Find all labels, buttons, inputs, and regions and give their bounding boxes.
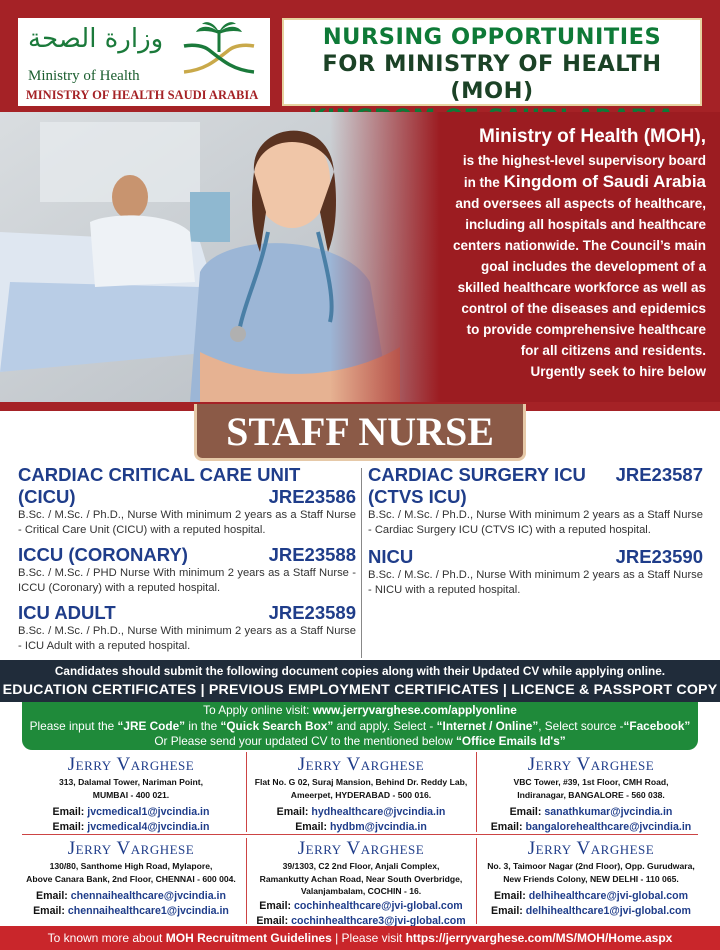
job-description: B.Sc. / M.Sc. / Ph.D., Nurse With minimum 2 years as a Staff Nurse - Critical Care Unit (CICU) with a reputed hospital. bbox=[18, 509, 356, 536]
office-address: 130/80, Santhome High Road, Mylapore, bbox=[49, 861, 213, 871]
intro-line-prefix: in the bbox=[463, 175, 504, 190]
office-email bbox=[478, 820, 704, 835]
office-brand: Jerry Varghese bbox=[297, 754, 425, 775]
moh-english-name: Ministry of Health bbox=[28, 68, 140, 84]
job-description: B.Sc. / M.Sc. / Ph.D., Nurse With minimum 2 years as a Staff Nurse - ICU Adult with a reputed hospital. bbox=[18, 625, 356, 652]
job-iccu bbox=[18, 544, 356, 596]
office-address: 313, Dalamal Tower, Nariman Point, bbox=[58, 777, 204, 787]
job-title-line bbox=[368, 546, 703, 568]
headline-line-1: NURSING OPPORTUNITIES bbox=[322, 24, 662, 50]
office-address: VBC Tower, #39, 1st Floor, CMH Road, bbox=[513, 777, 669, 787]
email-label: Email: bbox=[52, 821, 88, 833]
email-link[interactable]: cochinhealthcare@jvi-global.com bbox=[294, 899, 463, 912]
office-address: New Friends Colony, NEW DELHI - 110 065. bbox=[503, 873, 679, 884]
apply-visit-label: To Apply online visit: bbox=[203, 703, 313, 717]
email-link[interactable]: sanathkumar@jvcindia.in bbox=[544, 806, 673, 818]
jobs-left-column bbox=[18, 464, 356, 660]
office-address: Indiranagar, BANGALORE - 560 038. bbox=[517, 789, 665, 800]
email-link[interactable]: chennaihealthcare@jvcindia.in bbox=[70, 890, 226, 902]
apply-emph: “Internet / Online” bbox=[436, 718, 539, 733]
office-address: Ramankutty Achan Road, Near South Overbridge, bbox=[259, 873, 463, 884]
apply-instructions bbox=[22, 702, 698, 750]
office-email bbox=[248, 899, 474, 914]
apply-line-1 bbox=[22, 703, 698, 719]
office-brand: Jerry Varghese bbox=[297, 838, 425, 859]
email-label: Email: bbox=[490, 821, 526, 833]
office-address: Flat No. G 02, Suraj Mansion, Behind Dr. Reddy Lab, bbox=[254, 777, 468, 787]
office-brand: Jerry Varghese bbox=[67, 838, 195, 859]
job-title: ICU ADULT bbox=[18, 602, 116, 623]
offices-grid bbox=[0, 752, 720, 926]
footer-text: To known more about bbox=[47, 931, 166, 945]
job-code: JRE23588 bbox=[268, 544, 356, 565]
office-brand: Jerry Varghese bbox=[527, 838, 655, 859]
office-email bbox=[18, 889, 244, 904]
office-address: Ameerpet, HYDERABAD - 500 016. bbox=[290, 789, 432, 800]
office-hyderabad bbox=[248, 754, 474, 835]
email-label: Email: bbox=[491, 905, 526, 917]
apply-emph: “Quick Search Box” bbox=[220, 718, 334, 733]
office-brand: Jerry Varghese bbox=[527, 754, 655, 775]
office-email bbox=[478, 889, 704, 904]
email-link[interactable]: cochinhealthcare3@jvi-global.com bbox=[291, 914, 466, 927]
job-title: CARDIAC SURGERY ICU bbox=[368, 464, 586, 485]
office-chennai bbox=[18, 838, 244, 919]
email-link[interactable]: chennaihealthcare1@jvcindia.in bbox=[67, 905, 229, 917]
footer-link[interactable]: https://jerryvarghese.com/MS/MOH/Home.aspx bbox=[405, 931, 673, 945]
column-divider bbox=[361, 468, 362, 658]
documents-band bbox=[0, 660, 720, 702]
job-title: CARDIAC CRITICAL CARE UNIT bbox=[18, 464, 301, 485]
email-label: Email: bbox=[259, 899, 295, 912]
job-nicu bbox=[368, 546, 703, 598]
job-subtitle: (CICU) bbox=[18, 486, 76, 507]
office-bangalore bbox=[478, 754, 704, 835]
email-label: Email: bbox=[295, 821, 330, 833]
apply-emph: “Office Emails Id's” bbox=[456, 734, 566, 748]
office-email bbox=[478, 805, 704, 820]
apply-text: Or Please send your updated CV to the mentioned below bbox=[154, 734, 456, 748]
email-label: Email: bbox=[276, 806, 312, 818]
email-link[interactable]: delhihealthcare1@jvi-global.com bbox=[525, 905, 691, 917]
office-address: No. 3, Taimoor Nagar (2nd Floor), Opp. Gurudwara, bbox=[487, 861, 695, 871]
email-link[interactable]: hydbm@jvcindia.in bbox=[329, 821, 427, 833]
job-title-line bbox=[18, 602, 356, 624]
office-address: Above Canara Bank, 2nd Floor, CHENNAI - 600 004. bbox=[26, 873, 236, 884]
arabic-title: وزارة الصحة bbox=[28, 24, 164, 54]
moh-ksa-name: MINISTRY OF HEALTH SAUDI ARABIA bbox=[26, 88, 259, 102]
office-email bbox=[478, 904, 704, 919]
hero-section bbox=[0, 112, 720, 402]
headline-line-2: FOR MINISTRY OF HEALTH (MOH) bbox=[322, 51, 662, 104]
moh-logo bbox=[18, 18, 270, 106]
email-link[interactable]: jvcmedical4@jvcindia.in bbox=[87, 821, 210, 833]
office-divider bbox=[246, 838, 247, 924]
office-delhi bbox=[478, 838, 704, 919]
apply-emph: “JRE Code” bbox=[117, 718, 186, 733]
footer-text: | Please visit bbox=[331, 931, 406, 945]
header-band bbox=[0, 0, 720, 112]
documents-list: EDUCATION CERTIFICATES | PREVIOUS EMPLOYMENT CERTIFICATES | LICENCE & PASSPORT COPY bbox=[2, 682, 718, 698]
email-link[interactable]: delhihealthcare@jvi-global.com bbox=[528, 890, 689, 902]
footer-band bbox=[0, 926, 720, 950]
intro-text bbox=[426, 124, 706, 382]
office-email bbox=[248, 805, 474, 820]
office-email bbox=[248, 820, 474, 835]
apply-line-3 bbox=[22, 734, 698, 750]
job-description: B.Sc. / M.Sc. / Ph.D., Nurse With minimum 2 years as a Staff Nurse - NICU with a reputed hospital. bbox=[368, 569, 703, 596]
apply-text: , Select source - bbox=[538, 718, 624, 733]
email-link[interactable]: jvcmedical1@jvcindia.in bbox=[87, 806, 210, 818]
intro-line: centers nationwide. The Council’s main bbox=[452, 238, 706, 253]
apply-line-2 bbox=[22, 719, 698, 735]
job-description: B.Sc. / M.Sc. / Ph.D., Nurse With minimum 2 years as a Staff Nurse - Cardiac Surgery ICU (CTVS IC) with a reputed hospital. bbox=[368, 509, 703, 536]
job-icu-adult bbox=[18, 602, 356, 654]
job-title-line bbox=[368, 464, 703, 486]
office-address: 39/1303, C2 2nd Floor, Anjali Complex, bbox=[282, 861, 440, 871]
email-label: Email: bbox=[33, 905, 68, 917]
nurse-photo bbox=[0, 112, 440, 402]
job-title-line bbox=[18, 486, 356, 508]
position-band bbox=[0, 402, 720, 462]
apply-text: in the bbox=[185, 718, 221, 733]
intro-line: including all hospitals and healthcare bbox=[465, 217, 706, 232]
job-description: B.Sc. / M.Sc. / PHD Nurse With minimum 2 years as a Staff Nurse - ICCU (Coronary) with a reputed hospital. bbox=[18, 567, 356, 594]
apply-text: Please input the bbox=[29, 718, 118, 733]
office-email bbox=[18, 805, 244, 820]
intro-line: control of the diseases and epidemics bbox=[461, 301, 706, 316]
intro-line: for all citizens and residents. bbox=[520, 343, 706, 358]
headline-box bbox=[282, 18, 702, 106]
job-ctvs-icu bbox=[368, 464, 703, 538]
apply-text: and apply. Select - bbox=[333, 718, 437, 733]
office-address: MUMBAI - 400 021. bbox=[92, 789, 170, 800]
intro-line: is the highest-level supervisory board bbox=[462, 153, 706, 168]
intro-line: goal includes the development of a bbox=[480, 259, 706, 274]
job-code: JRE23586 bbox=[268, 486, 356, 507]
intro-line: Urgently seek to hire below bbox=[530, 364, 706, 379]
footer-guidelines: MOH Recruitment Guidelines bbox=[165, 931, 332, 945]
job-code: JRE23590 bbox=[615, 546, 703, 567]
office-email bbox=[18, 904, 244, 919]
office-divider bbox=[476, 752, 477, 832]
email-label: Email: bbox=[36, 890, 71, 902]
office-email bbox=[18, 820, 244, 835]
office-divider bbox=[246, 752, 247, 832]
job-code: JRE23587 bbox=[615, 464, 703, 485]
apply-online-link[interactable]: www.jerryvarghese.com/applyonline bbox=[312, 703, 517, 717]
job-subtitle: (CTVS ICU) bbox=[368, 486, 467, 507]
office-cochin bbox=[248, 838, 474, 929]
position-title: STAFF NURSE bbox=[194, 404, 526, 461]
apply-emph: “Facebook” bbox=[623, 718, 691, 733]
office-divider bbox=[476, 838, 477, 924]
email-label: Email: bbox=[509, 806, 545, 818]
office-mumbai bbox=[18, 754, 244, 835]
job-title: ICCU (CORONARY) bbox=[18, 544, 188, 565]
intro-line: skilled healthcare workforce as well as bbox=[457, 280, 706, 295]
jobs-right-column bbox=[368, 464, 703, 604]
intro-line: and oversees all aspects of healthcare, bbox=[455, 196, 706, 211]
intro-line: to provide comprehensive healthcare bbox=[466, 322, 706, 337]
email-link[interactable]: hydhealthcare@jvcindia.in bbox=[311, 806, 446, 818]
email-label: Email: bbox=[493, 890, 529, 902]
office-brand: Jerry Varghese bbox=[67, 754, 195, 775]
intro-heading: Ministry of Health (MOH), bbox=[479, 126, 706, 147]
intro-kingdom: Kingdom of Saudi Arabia bbox=[503, 172, 706, 191]
palm-swords-emblem-icon bbox=[174, 22, 264, 80]
job-cicu bbox=[18, 464, 356, 538]
email-link[interactable]: bangalorehealthcare@jvcindia.in bbox=[525, 821, 692, 833]
documents-note: Candidates should submit the following document copies along with their Updated CV while applying online. bbox=[54, 664, 666, 678]
email-label: Email: bbox=[52, 806, 88, 818]
email-label: Email: bbox=[256, 914, 292, 927]
job-code: JRE23589 bbox=[268, 602, 356, 623]
job-title-line bbox=[18, 544, 356, 566]
intro-line bbox=[426, 171, 706, 193]
office-address: Valanjambalam, COCHIN - 16. bbox=[300, 886, 422, 896]
job-title: NICU bbox=[368, 546, 414, 567]
